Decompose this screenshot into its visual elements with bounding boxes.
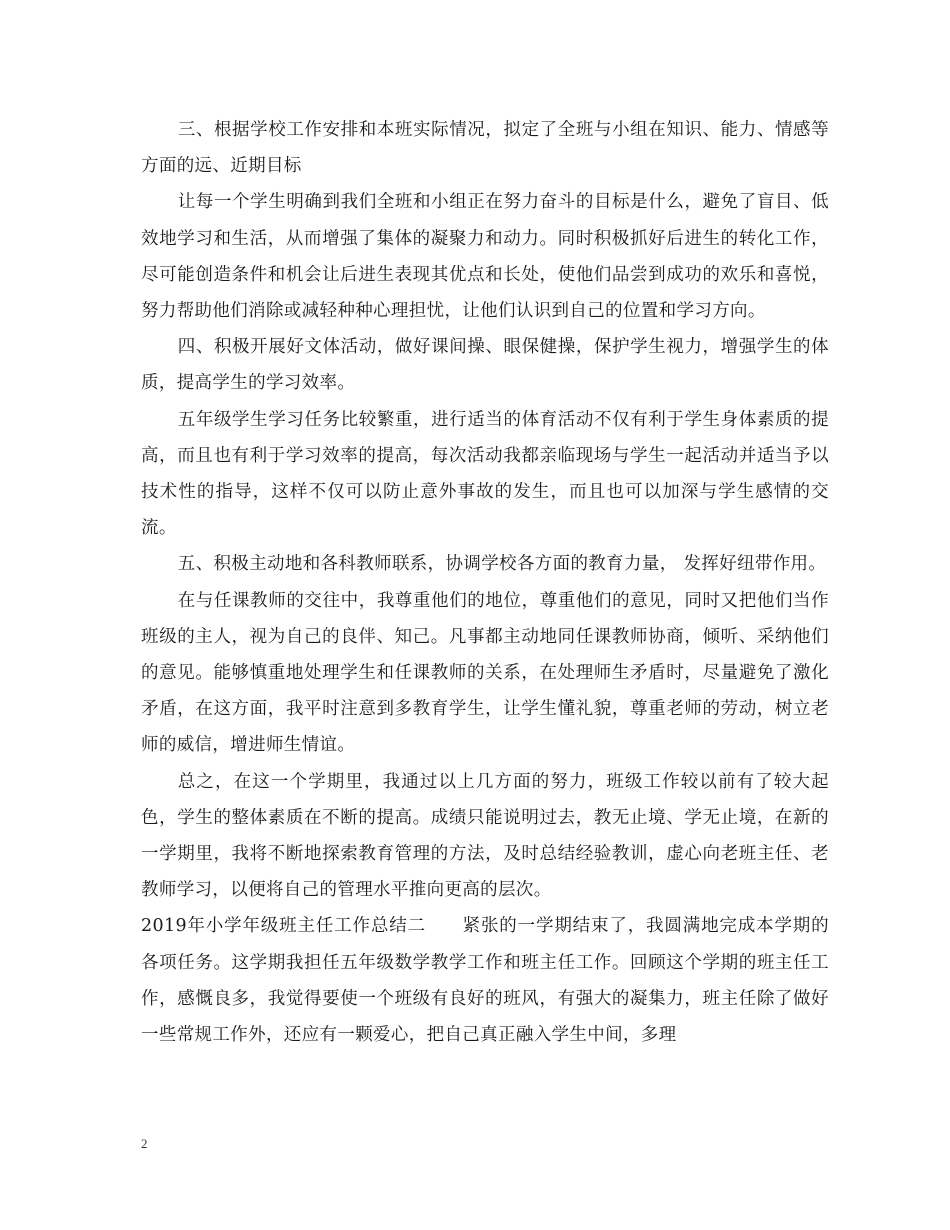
paragraph-conclusion: 总之，在这一个学期里，我通过以上几方面的努力，班级工作较以前有了较大起色，学生的整体素质在不断的提高。成绩只能说明过去，教无止境、学无止境，在新的一学期里，我将不断地探索教育管理的方法，及时总结经验教训，虚心向老班主任、老教师学习，以便将自己的管理水平推向更高的层次。 [141, 771, 829, 901]
paragraph-activities-heading: 四、积极开展好文体活动，做好课间操、眼保健操，保护学生视力，增强学生的体质，提高学生的学习效率。 [141, 337, 829, 394]
paragraph-teachers-heading: 五、积极主动地和各科教师联系，协调学校各方面的教育力量， 发挥好纽带作用。 [177, 554, 827, 575]
document-body [141, 112, 829, 1053]
paragraph-summary-two: 2019年小学年级班主任工作总结二 紧张的一学期结束了，我圆满地完成本学期的各项任务。这学期我担任五年级数学教学工作和班主任工作。回顾这个学期的班主任工作，感慨良多，我觉得要使一个班级有良好的班风，有强大的凝集力，班主任除了做好一些常规工作外，还应有一颗爱心，把自己真正融入学生中间，多理 [141, 916, 829, 1046]
paragraph-teachers-body: 在与任课教师的交往中，我尊重他们的地位，尊重他们的意见，同时又把他们当作班级的主人，视为自己的良伴、知己。凡事都主动地同任课教师协商，倾听、采纳他们的意见。能够慎重地处理学生和任课教师的关系，在处理师生矛盾时，尽量避免了激化矛盾，在这方面，我平时注意到多教育学生，让学生懂礼貌，尊重老师的劳动，树立老师的威信，增进师生情谊。 [141, 590, 829, 756]
paragraph-activities-body: 五年级学生学习任务比较繁重，进行适当的体育活动不仅有利于学生身体素质的提高，而且也有利于学习效率的提高，每次活动我都亲临现场与学生一起活动并适当予以技术性的指导，这样不仅可以防止意外事故的发生，而且也可以加深与学生感情的交流。 [141, 409, 829, 539]
paragraph-goals-body: 让每一个学生明确到我们全班和小组正在努力奋斗的目标是什么，避免了盲目、低效地学习和生活，从而增强了集体的凝聚力和动力。同时积极抓好后进生的转化工作，尽可能创造条件和机会让后进生表现其优点和长处，使他们品尝到成功的欢乐和喜悦，努力帮助他们消除或减轻种种心理担忧，让他们认识到自己的位置和学习方向。 [141, 192, 829, 322]
paragraph-goals-heading: 三、根据学校工作安排和本班实际情况，拟定了全班与小组在知识、能力、情感等方面的远、近期目标 [141, 120, 829, 177]
page-number: 2 [141, 1136, 148, 1151]
